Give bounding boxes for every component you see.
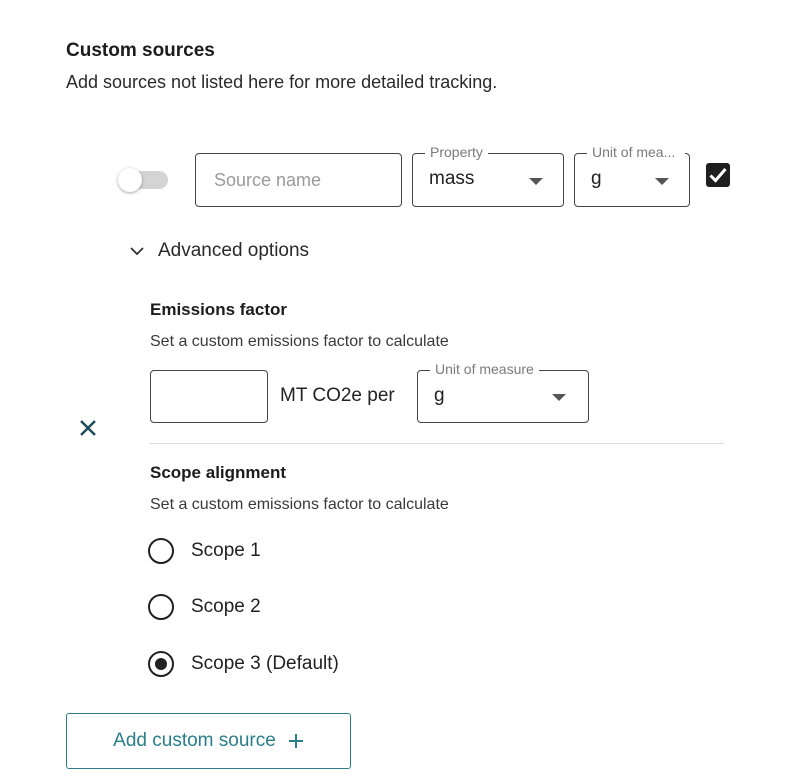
radio-button[interactable] — [148, 594, 174, 620]
scope-3-option[interactable] — [148, 649, 339, 679]
radio-button[interactable] — [148, 538, 174, 564]
property-select[interactable] — [412, 144, 564, 207]
toggle-knob — [118, 168, 142, 192]
emissions-unit-label: Unit of measure — [430, 361, 539, 377]
emissions-factor-field[interactable] — [150, 370, 268, 423]
source-name-input[interactable] — [196, 154, 401, 206]
emissions-unit-select[interactable] — [417, 361, 589, 423]
section-title: Custom sources — [66, 40, 215, 61]
advanced-options-toggle[interactable] — [128, 238, 309, 264]
dropdown-arrow-icon — [552, 394, 566, 401]
section-subtitle: Add sources not listed here for more detailed tracking. — [66, 72, 498, 92]
unit-select[interactable] — [574, 144, 690, 207]
emissions-unit-value: g — [434, 385, 445, 406]
emissions-factor-heading: Emissions factor — [150, 300, 287, 319]
scope-2-option[interactable] — [148, 592, 261, 622]
property-select-value: mass — [429, 168, 475, 189]
unit-select-value: g — [591, 168, 602, 189]
scope-1-label: Scope 1 — [191, 540, 261, 561]
add-custom-source-label: Add custom source — [113, 730, 276, 751]
scope-alignment-help: Set a custom emissions factor to calculate — [150, 496, 449, 513]
dropdown-arrow-icon — [529, 178, 543, 185]
close-icon[interactable] — [78, 418, 98, 438]
co2e-per-label: MT CO2e per — [280, 385, 395, 406]
scope-1-option[interactable] — [148, 536, 261, 566]
scope-2-label: Scope 2 — [191, 596, 261, 617]
scope-3-label: Scope 3 (Default) — [191, 653, 339, 674]
scope-alignment-heading: Scope alignment — [150, 463, 287, 482]
dropdown-arrow-icon — [655, 178, 669, 185]
check-icon — [709, 167, 727, 183]
plus-icon — [288, 733, 304, 749]
add-custom-source-button[interactable] — [66, 713, 351, 769]
source-checkbox[interactable] — [706, 163, 730, 187]
advanced-options-label: Advanced options — [158, 240, 310, 261]
emissions-factor-help: Set a custom emissions factor to calculate — [150, 333, 449, 350]
source-name-field[interactable] — [195, 153, 402, 207]
source-enable-toggle[interactable] — [118, 168, 168, 192]
radio-button-selected[interactable] — [148, 651, 174, 677]
chevron-down-icon — [128, 242, 146, 260]
unit-select-label: Unit of mea... — [587, 144, 685, 160]
divider — [150, 443, 724, 444]
emissions-factor-input[interactable] — [151, 371, 267, 422]
property-select-label: Property — [425, 144, 488, 160]
